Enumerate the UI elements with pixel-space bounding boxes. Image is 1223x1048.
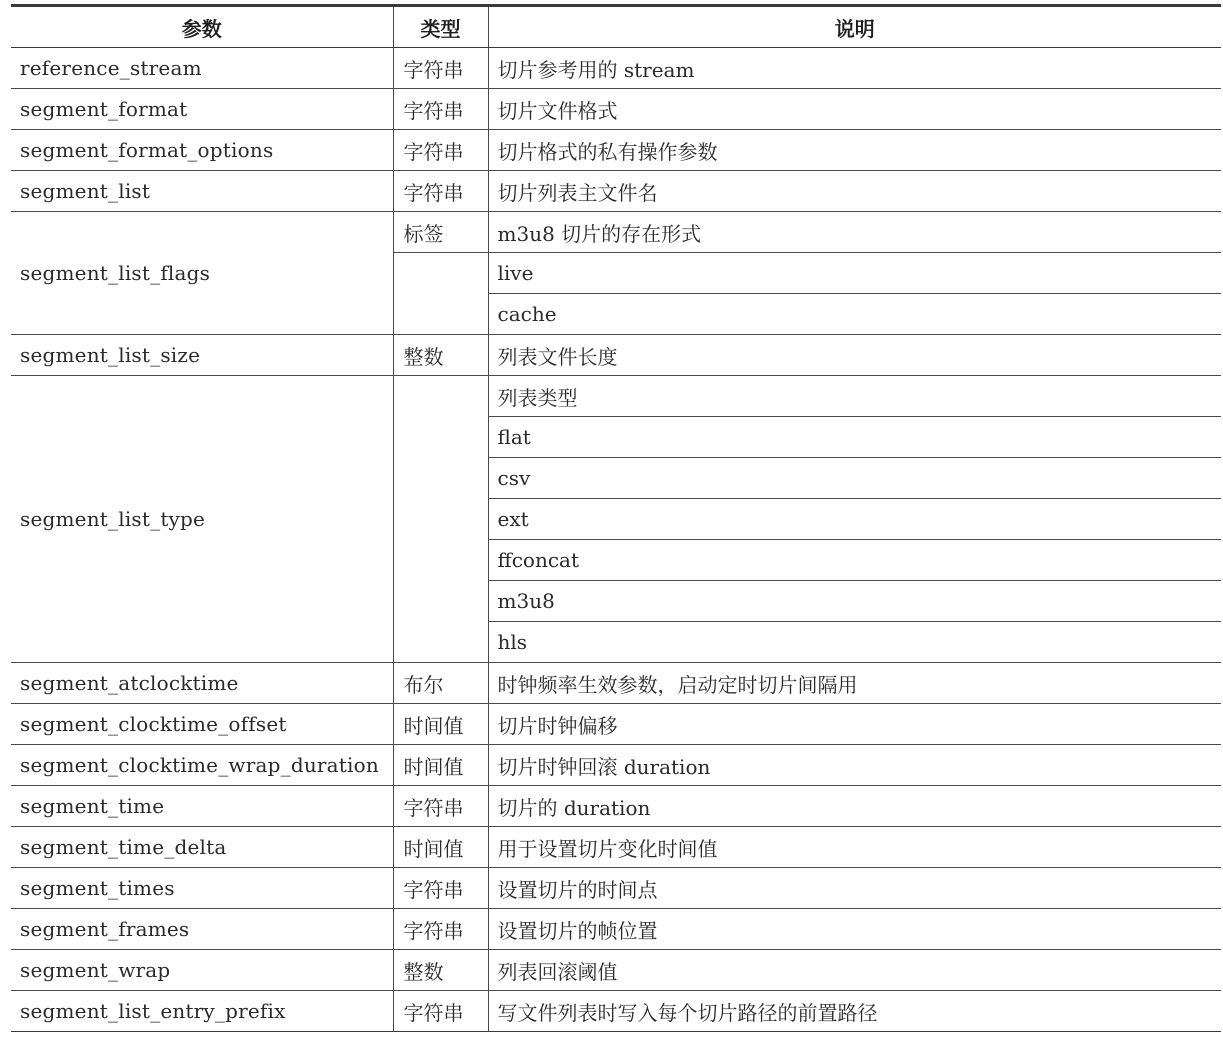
desc-cell: 列表文件长度 bbox=[488, 335, 1221, 376]
parameter-table-container bbox=[11, 4, 1221, 1032]
param-cell: segment_format bbox=[11, 89, 393, 130]
table-row bbox=[11, 48, 1221, 89]
param-cell: segment_frames bbox=[11, 909, 393, 950]
table-row bbox=[11, 663, 1221, 704]
desc-cell: cache bbox=[488, 294, 1221, 335]
param-cell: segment_clocktime_offset bbox=[11, 704, 393, 745]
table-row bbox=[11, 171, 1221, 212]
header-type: 类型 bbox=[393, 6, 488, 48]
desc-cell: hls bbox=[488, 622, 1221, 663]
desc-cell: 切片的 duration bbox=[488, 786, 1221, 827]
desc-cell: m3u8 切片的存在形式 bbox=[488, 212, 1221, 253]
parameter-table bbox=[11, 4, 1221, 1032]
table-row bbox=[11, 950, 1221, 991]
desc-cell: 切片时钟回滚 duration bbox=[488, 745, 1221, 786]
table-row bbox=[11, 376, 1221, 417]
table-row bbox=[11, 130, 1221, 171]
table-row bbox=[11, 335, 1221, 376]
desc-cell: m3u8 bbox=[488, 581, 1221, 622]
param-cell: segment_atclocktime bbox=[11, 663, 393, 704]
type-cell-empty bbox=[393, 253, 488, 335]
desc-cell: 设置切片的帧位置 bbox=[488, 909, 1221, 950]
table-row bbox=[11, 868, 1221, 909]
header-param: 参数 bbox=[11, 6, 393, 48]
param-cell: segment_time bbox=[11, 786, 393, 827]
desc-cell: 切片文件格式 bbox=[488, 89, 1221, 130]
type-cell: 字符串 bbox=[393, 991, 488, 1032]
param-cell: segment_list_type bbox=[11, 376, 393, 663]
desc-cell: ext bbox=[488, 499, 1221, 540]
table-row bbox=[11, 786, 1221, 827]
table-row bbox=[11, 991, 1221, 1032]
table-row bbox=[11, 704, 1221, 745]
desc-cell: flat bbox=[488, 417, 1221, 458]
param-cell: segment_clocktime_wrap_duration bbox=[11, 745, 393, 786]
type-cell: 时间值 bbox=[393, 704, 488, 745]
desc-cell: ffconcat bbox=[488, 540, 1221, 581]
param-cell: segment_list_size bbox=[11, 335, 393, 376]
type-cell: 字符串 bbox=[393, 868, 488, 909]
table-row bbox=[11, 827, 1221, 868]
table-row bbox=[11, 909, 1221, 950]
param-cell: segment_format_options bbox=[11, 130, 393, 171]
param-cell: segment_list bbox=[11, 171, 393, 212]
param-cell: segment_list_flags bbox=[11, 212, 393, 335]
desc-cell: 用于设置切片变化时间值 bbox=[488, 827, 1221, 868]
table-row bbox=[11, 89, 1221, 130]
param-cell: segment_times bbox=[11, 868, 393, 909]
type-cell: 字符串 bbox=[393, 786, 488, 827]
desc-cell: 切片时钟偏移 bbox=[488, 704, 1221, 745]
desc-cell: 切片列表主文件名 bbox=[488, 171, 1221, 212]
desc-cell: 写文件列表时写入每个切片路径的前置路径 bbox=[488, 991, 1221, 1032]
param-cell: segment_time_delta bbox=[11, 827, 393, 868]
param-cell: reference_stream bbox=[11, 48, 393, 89]
type-cell: 标签 bbox=[393, 212, 488, 253]
type-cell: 字符串 bbox=[393, 89, 488, 130]
type-cell: 整数 bbox=[393, 335, 488, 376]
param-cell: segment_list_entry_prefix bbox=[11, 991, 393, 1032]
desc-cell: live bbox=[488, 253, 1221, 294]
desc-cell: 时钟频率生效参数，启动定时切片间隔用 bbox=[488, 663, 1221, 704]
type-cell: 字符串 bbox=[393, 48, 488, 89]
type-cell: 字符串 bbox=[393, 909, 488, 950]
desc-cell: csv bbox=[488, 458, 1221, 499]
type-cell: 时间值 bbox=[393, 745, 488, 786]
type-cell: 字符串 bbox=[393, 130, 488, 171]
desc-cell: 切片参考用的 stream bbox=[488, 48, 1221, 89]
type-cell: 字符串 bbox=[393, 171, 488, 212]
desc-cell: 设置切片的时间点 bbox=[488, 868, 1221, 909]
type-cell: 时间值 bbox=[393, 827, 488, 868]
desc-cell: 列表类型 bbox=[488, 376, 1221, 417]
table-row bbox=[11, 745, 1221, 786]
type-cell-empty bbox=[393, 376, 488, 663]
header-desc: 说明 bbox=[488, 6, 1221, 48]
type-cell: 布尔 bbox=[393, 663, 488, 704]
table-row bbox=[11, 212, 1221, 253]
table-header-row bbox=[11, 6, 1221, 48]
desc-cell: 切片格式的私有操作参数 bbox=[488, 130, 1221, 171]
type-cell: 整数 bbox=[393, 950, 488, 991]
desc-cell: 列表回滚阈值 bbox=[488, 950, 1221, 991]
param-cell: segment_wrap bbox=[11, 950, 393, 991]
